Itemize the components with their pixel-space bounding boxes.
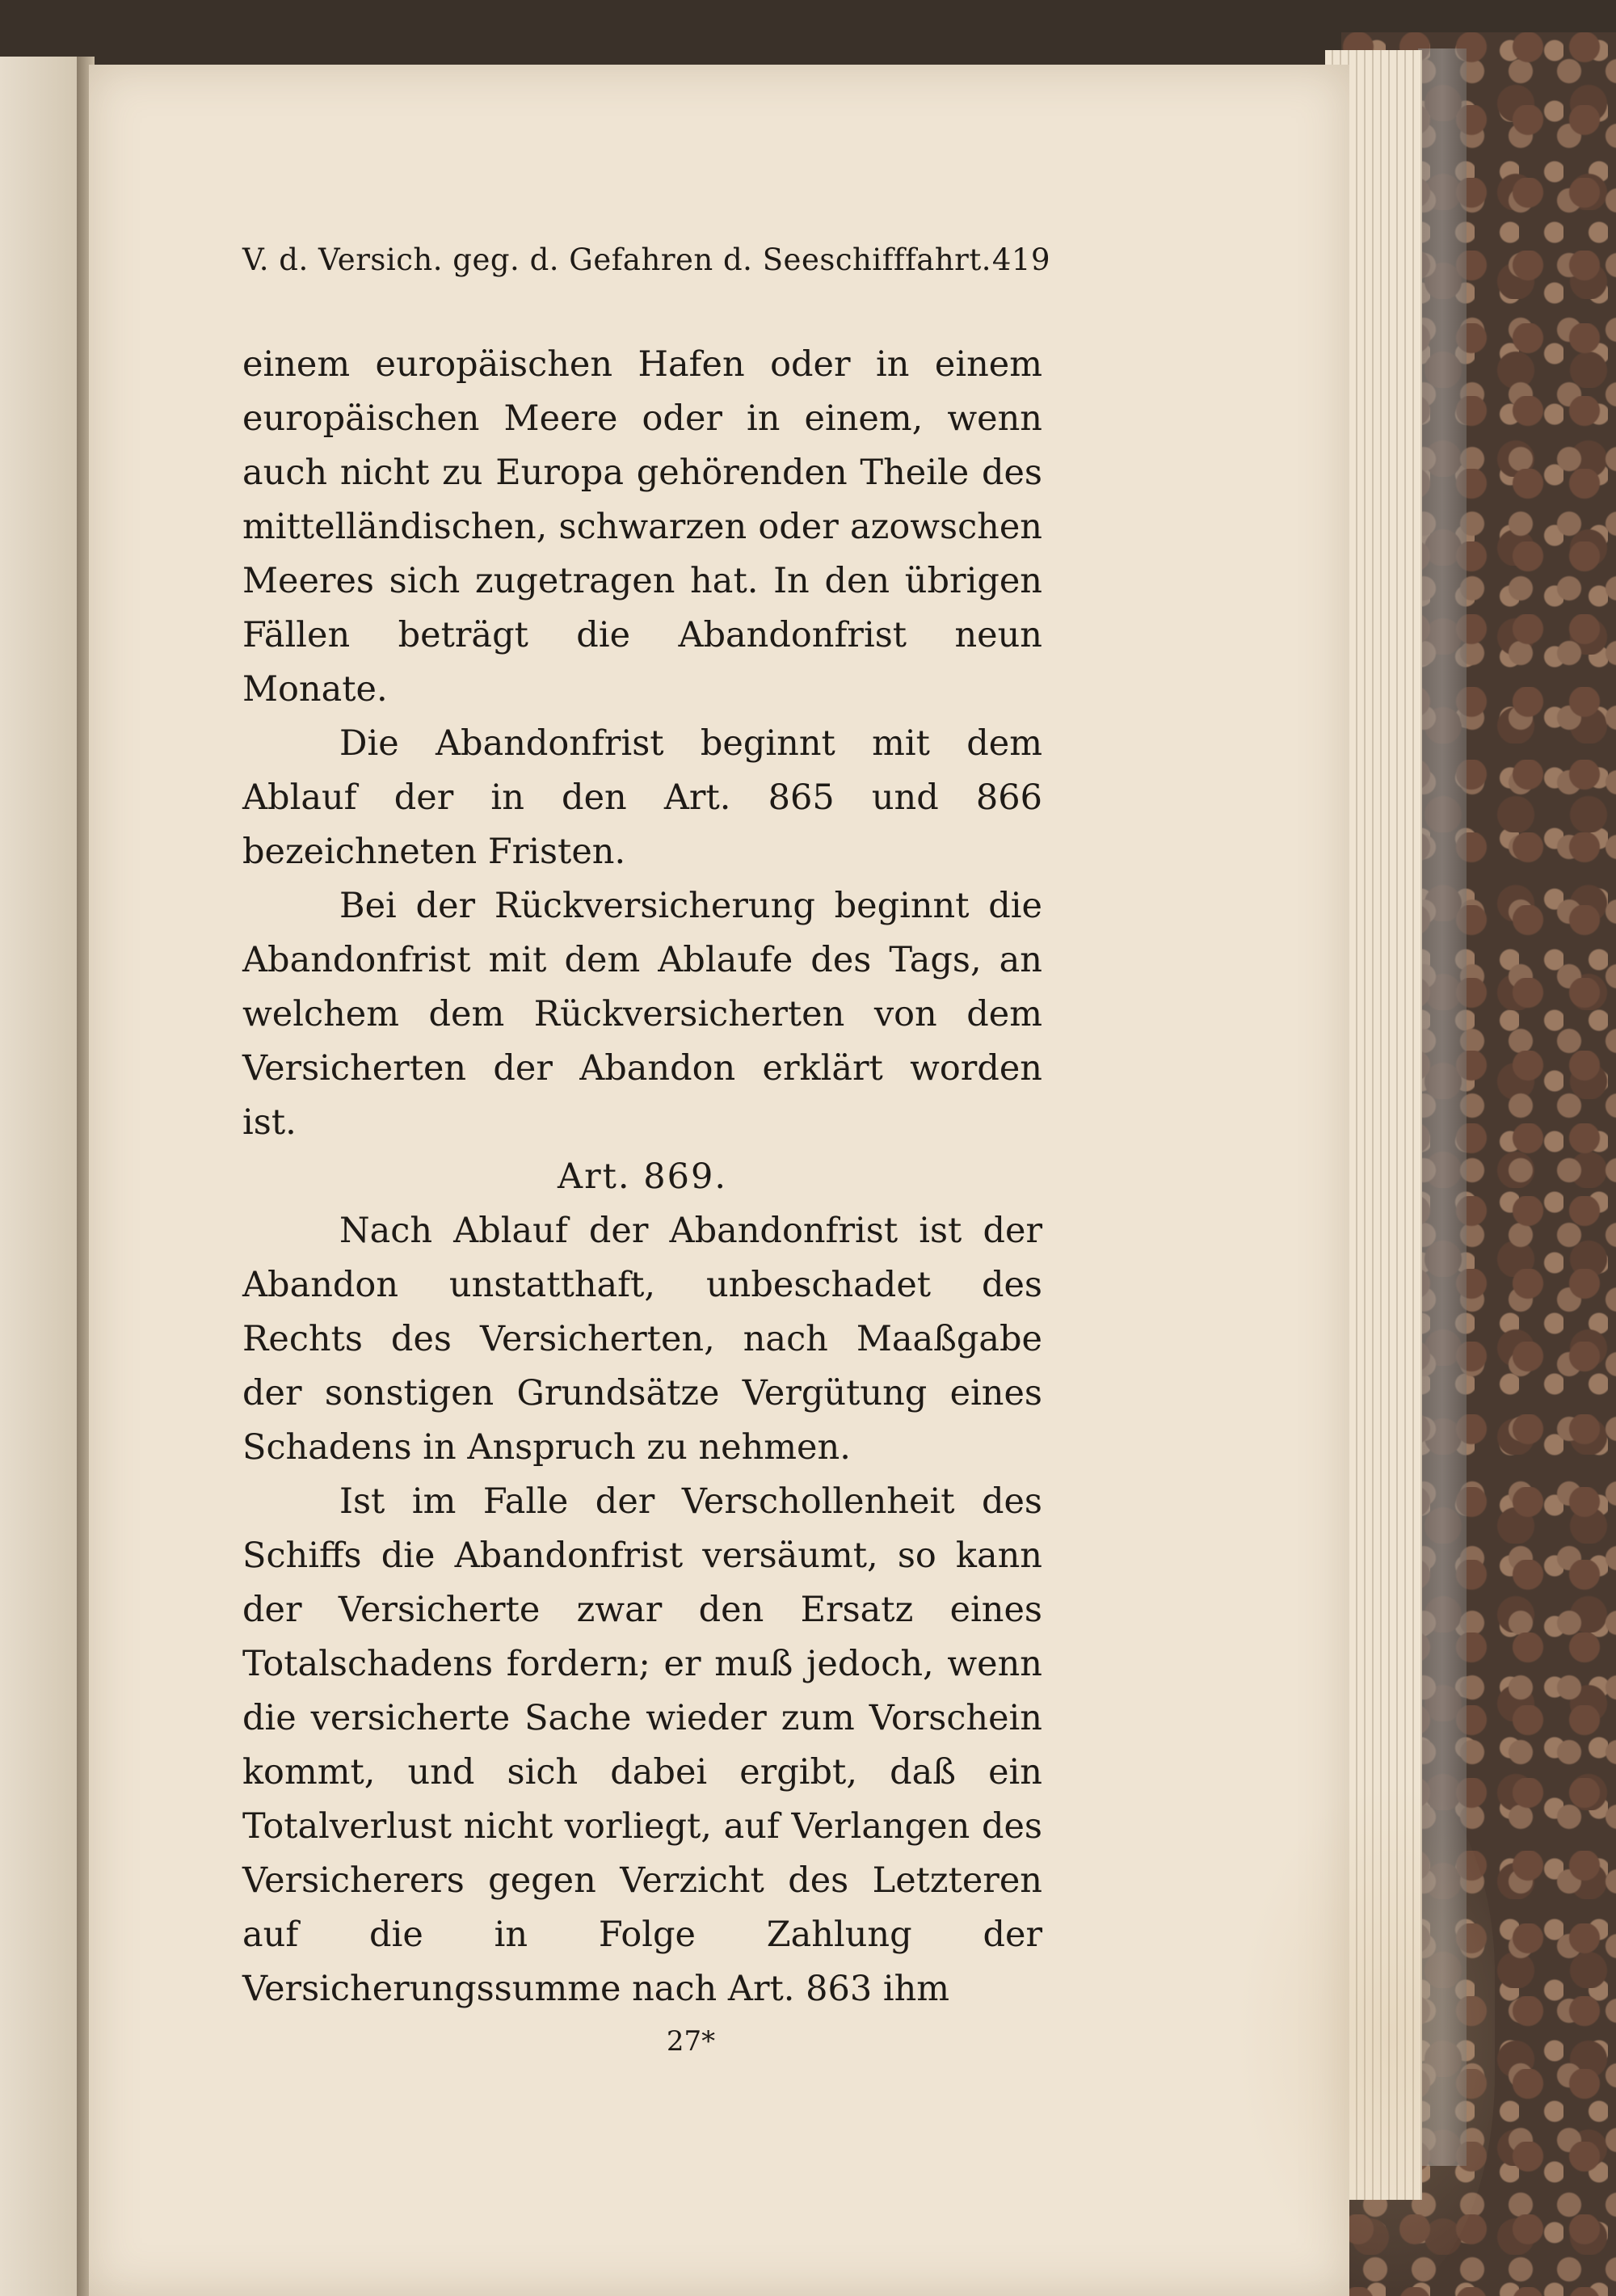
article-paragraph: Ist im Falle der Verschollenheit des Schiffs die Abandonfrist versäumt, so kann der Versicherte zwar den Ersatz eines Totalschadens fordern; er muß jedoch, wenn die versicherte Sache wieder zum Vorschein kommt, und sich dabei ergibt, daß ein Totalverlust nicht vorliegt, auf Verlangen des Versicherers gegen Verzicht des Letzteren auf die in Folge Zahlung der Versicherungssumme nach Art. 863 ihm [242,1481,1042,2009]
signature-mark: 27* [666,2025,716,2058]
facing-page-edge [0,57,77,2296]
body-text [242,338,1042,2062]
page-number: 419 [991,242,1050,277]
article-heading: Art. 869. [558,1156,727,1197]
running-head [242,242,1050,277]
paragraph: Die Abandonfrist beginnt mit dem Ablauf der in den Art. 865 und 866 bezeichneten Fristen. [242,723,1042,872]
paragraph: Bei der Rückversicherung beginnt die Abandonfrist mit dem Ablaufe des Tags, an welchem dem Rückversicherten von dem Versicherten der Abandon erklärt worden ist. [242,886,1042,1143]
water-stain [1236,1778,1495,2295]
article-paragraph: Nach Ablauf der Abandonfrist ist der Abandon unstatthaft, unbeschadet des Rechts des Versicherten, nach Maaßgabe der sonstigen Grundsätze Vergütung eines Schadens in Anspruch zu nehmen. [242,1211,1042,1468]
running-head-title: V. d. Versich. geg. d. Gefahren d. Seeschifffahrt. [242,242,992,277]
paragraph: einem europäischen Hafen oder in einem europäischen Meere oder in einem, wenn auch nicht zu Europa gehörenden Theile des mittelländischen, schwarzen oder azowschen Meeres sich zugetragen hat. In den übrigen Fällen beträgt die Abandonfrist neun Monate. [242,344,1042,710]
